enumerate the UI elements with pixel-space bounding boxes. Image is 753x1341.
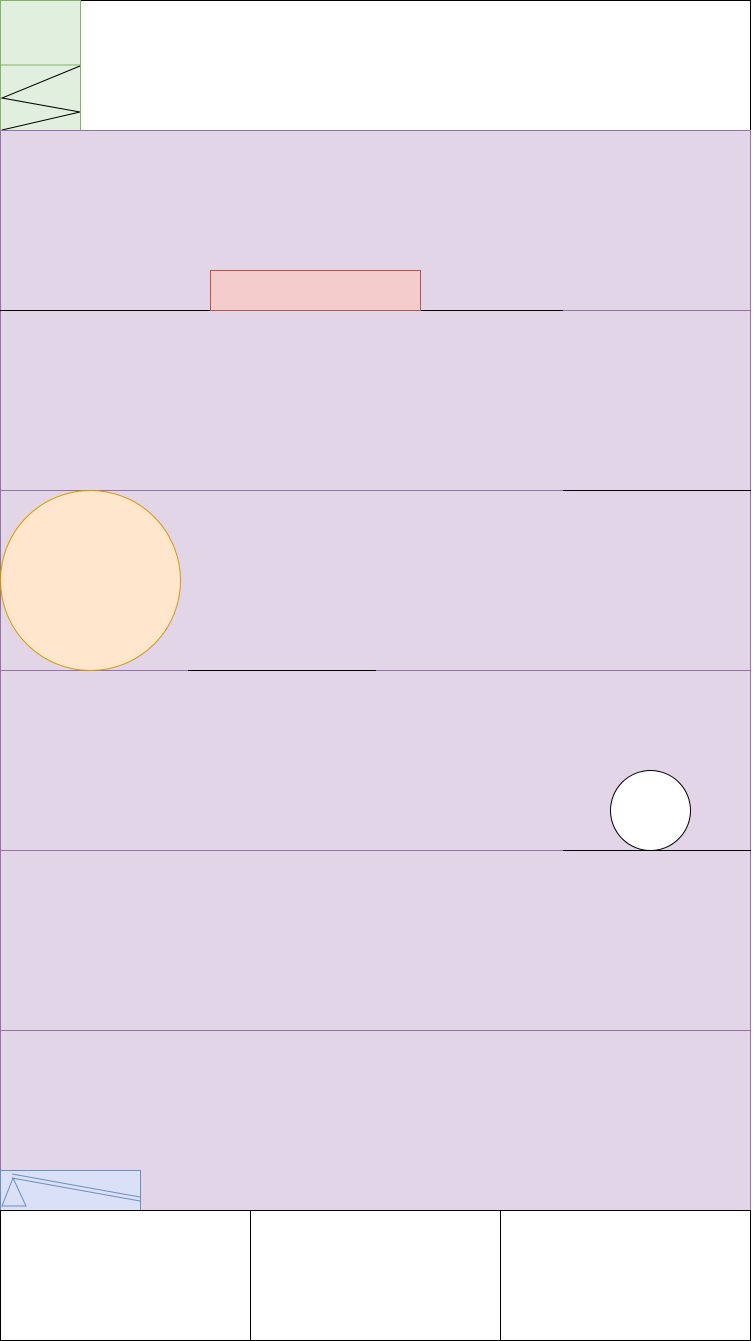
footer bbox=[1, 1211, 751, 1341]
level-row-2 bbox=[1, 311, 751, 491]
footer-cell-1 bbox=[1, 1211, 251, 1341]
seesaw-icon bbox=[1, 1171, 141, 1211]
ball-circle bbox=[611, 771, 691, 851]
footer-cell-2 bbox=[251, 1211, 501, 1341]
sun-circle bbox=[1, 491, 181, 671]
seesaw-panel bbox=[1, 1171, 141, 1211]
header-frame bbox=[1, 1, 751, 131]
level-row-5 bbox=[1, 851, 751, 1031]
footer-cell-3 bbox=[501, 1211, 751, 1341]
block bbox=[211, 271, 421, 311]
